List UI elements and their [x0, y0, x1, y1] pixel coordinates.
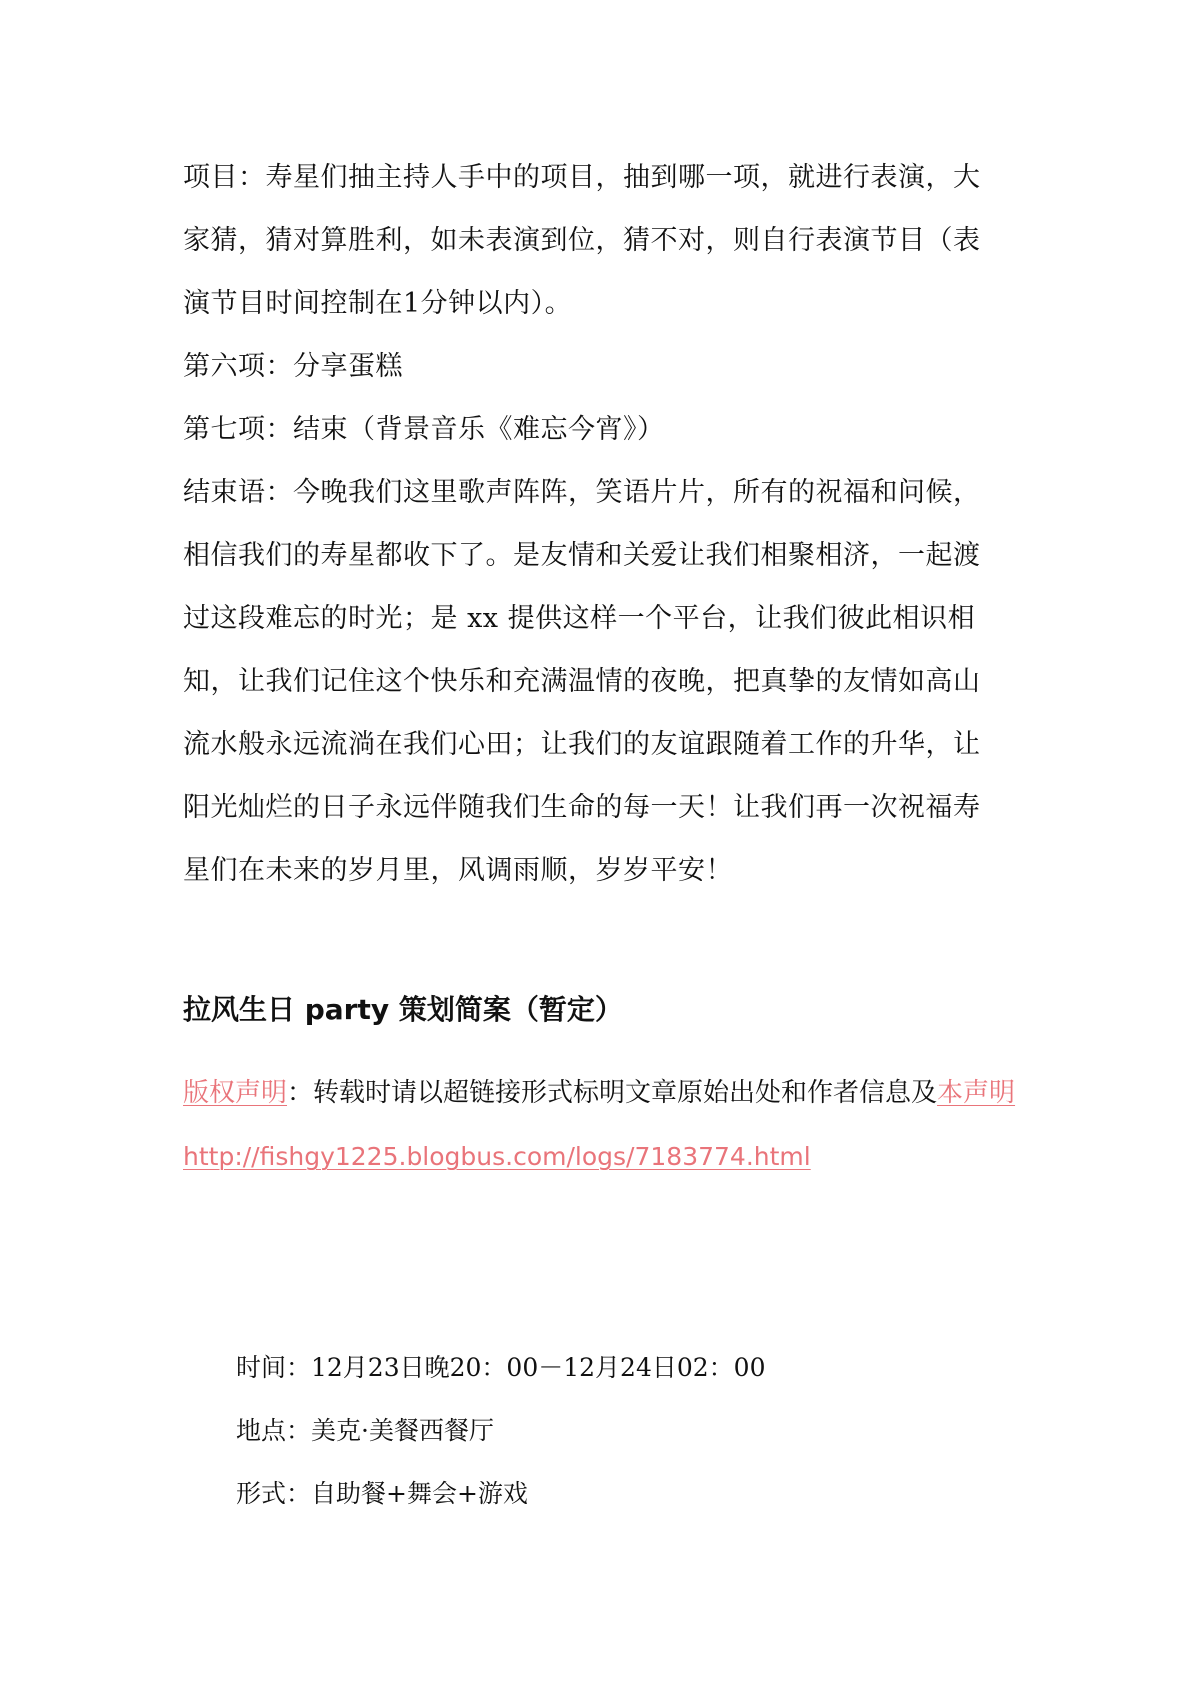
body-line: 演节目时间控制在1分钟以内）。: [183, 288, 573, 319]
url-line: [183, 1125, 1015, 1189]
body-line: 家猜，猜对算胜利，如未表演到位，猜不对，则自行表演节目（表: [183, 225, 981, 256]
copyright-link[interactable]: 版权声明: [183, 1078, 288, 1108]
body-line: 流水般永远流淌在我们心田；让我们的友谊跟随着工作的升华，让: [183, 729, 981, 760]
body-line: 第六项：分享蛋糕: [183, 351, 403, 382]
notice-link[interactable]: 本声明: [937, 1078, 1016, 1108]
body-line: 过这段难忘的时光；是 xx 提供这样一个平台，让我们彼此相识相: [183, 603, 976, 634]
body-line: 星们在未来的岁月里，风调雨顺，岁岁平安！: [183, 855, 733, 886]
event-time: 时间：12月23日晚20：00－12月24日02：00: [236, 1353, 766, 1382]
event-place: 地点：美克·美餐西餐厅: [236, 1416, 494, 1445]
body-line: 第七项：结束（背景音乐《难忘今宵》）: [183, 414, 665, 445]
copyright-line: [183, 1062, 1015, 1125]
section-heading: 拉风生日 party 策划简案（暂定）: [183, 993, 623, 1026]
body-text: [183, 146, 1023, 902]
body-line: 知，让我们记住这个快乐和充满温情的夜晚，把真挚的友情如高山: [183, 666, 981, 697]
source-url-link[interactable]: http://fishgy1225.blogbus.com/logs/7183774.html: [183, 1142, 811, 1171]
copyright-text: ：转载时请以超链接形式标明文章原始出处和作者信息及: [287, 1078, 938, 1108]
body-line: 项目：寿星们抽主持人手中的项目，抽到哪一项，就进行表演，大: [183, 162, 981, 193]
body-line: 结束语：今晚我们这里歌声阵阵，笑语片片，所有的祝福和问候，: [183, 477, 981, 508]
event-info: [236, 1336, 766, 1525]
body-line: 相信我们的寿星都收下了。是友情和关爱让我们相聚相济，一起渡: [183, 540, 981, 571]
event-form: 形式：自助餐+舞会+游戏: [236, 1479, 528, 1508]
copyright-notice: [183, 1062, 1015, 1189]
body-line: 阳光灿烂的日子永远伴随我们生命的每一天！让我们再一次祝福寿: [183, 792, 981, 823]
